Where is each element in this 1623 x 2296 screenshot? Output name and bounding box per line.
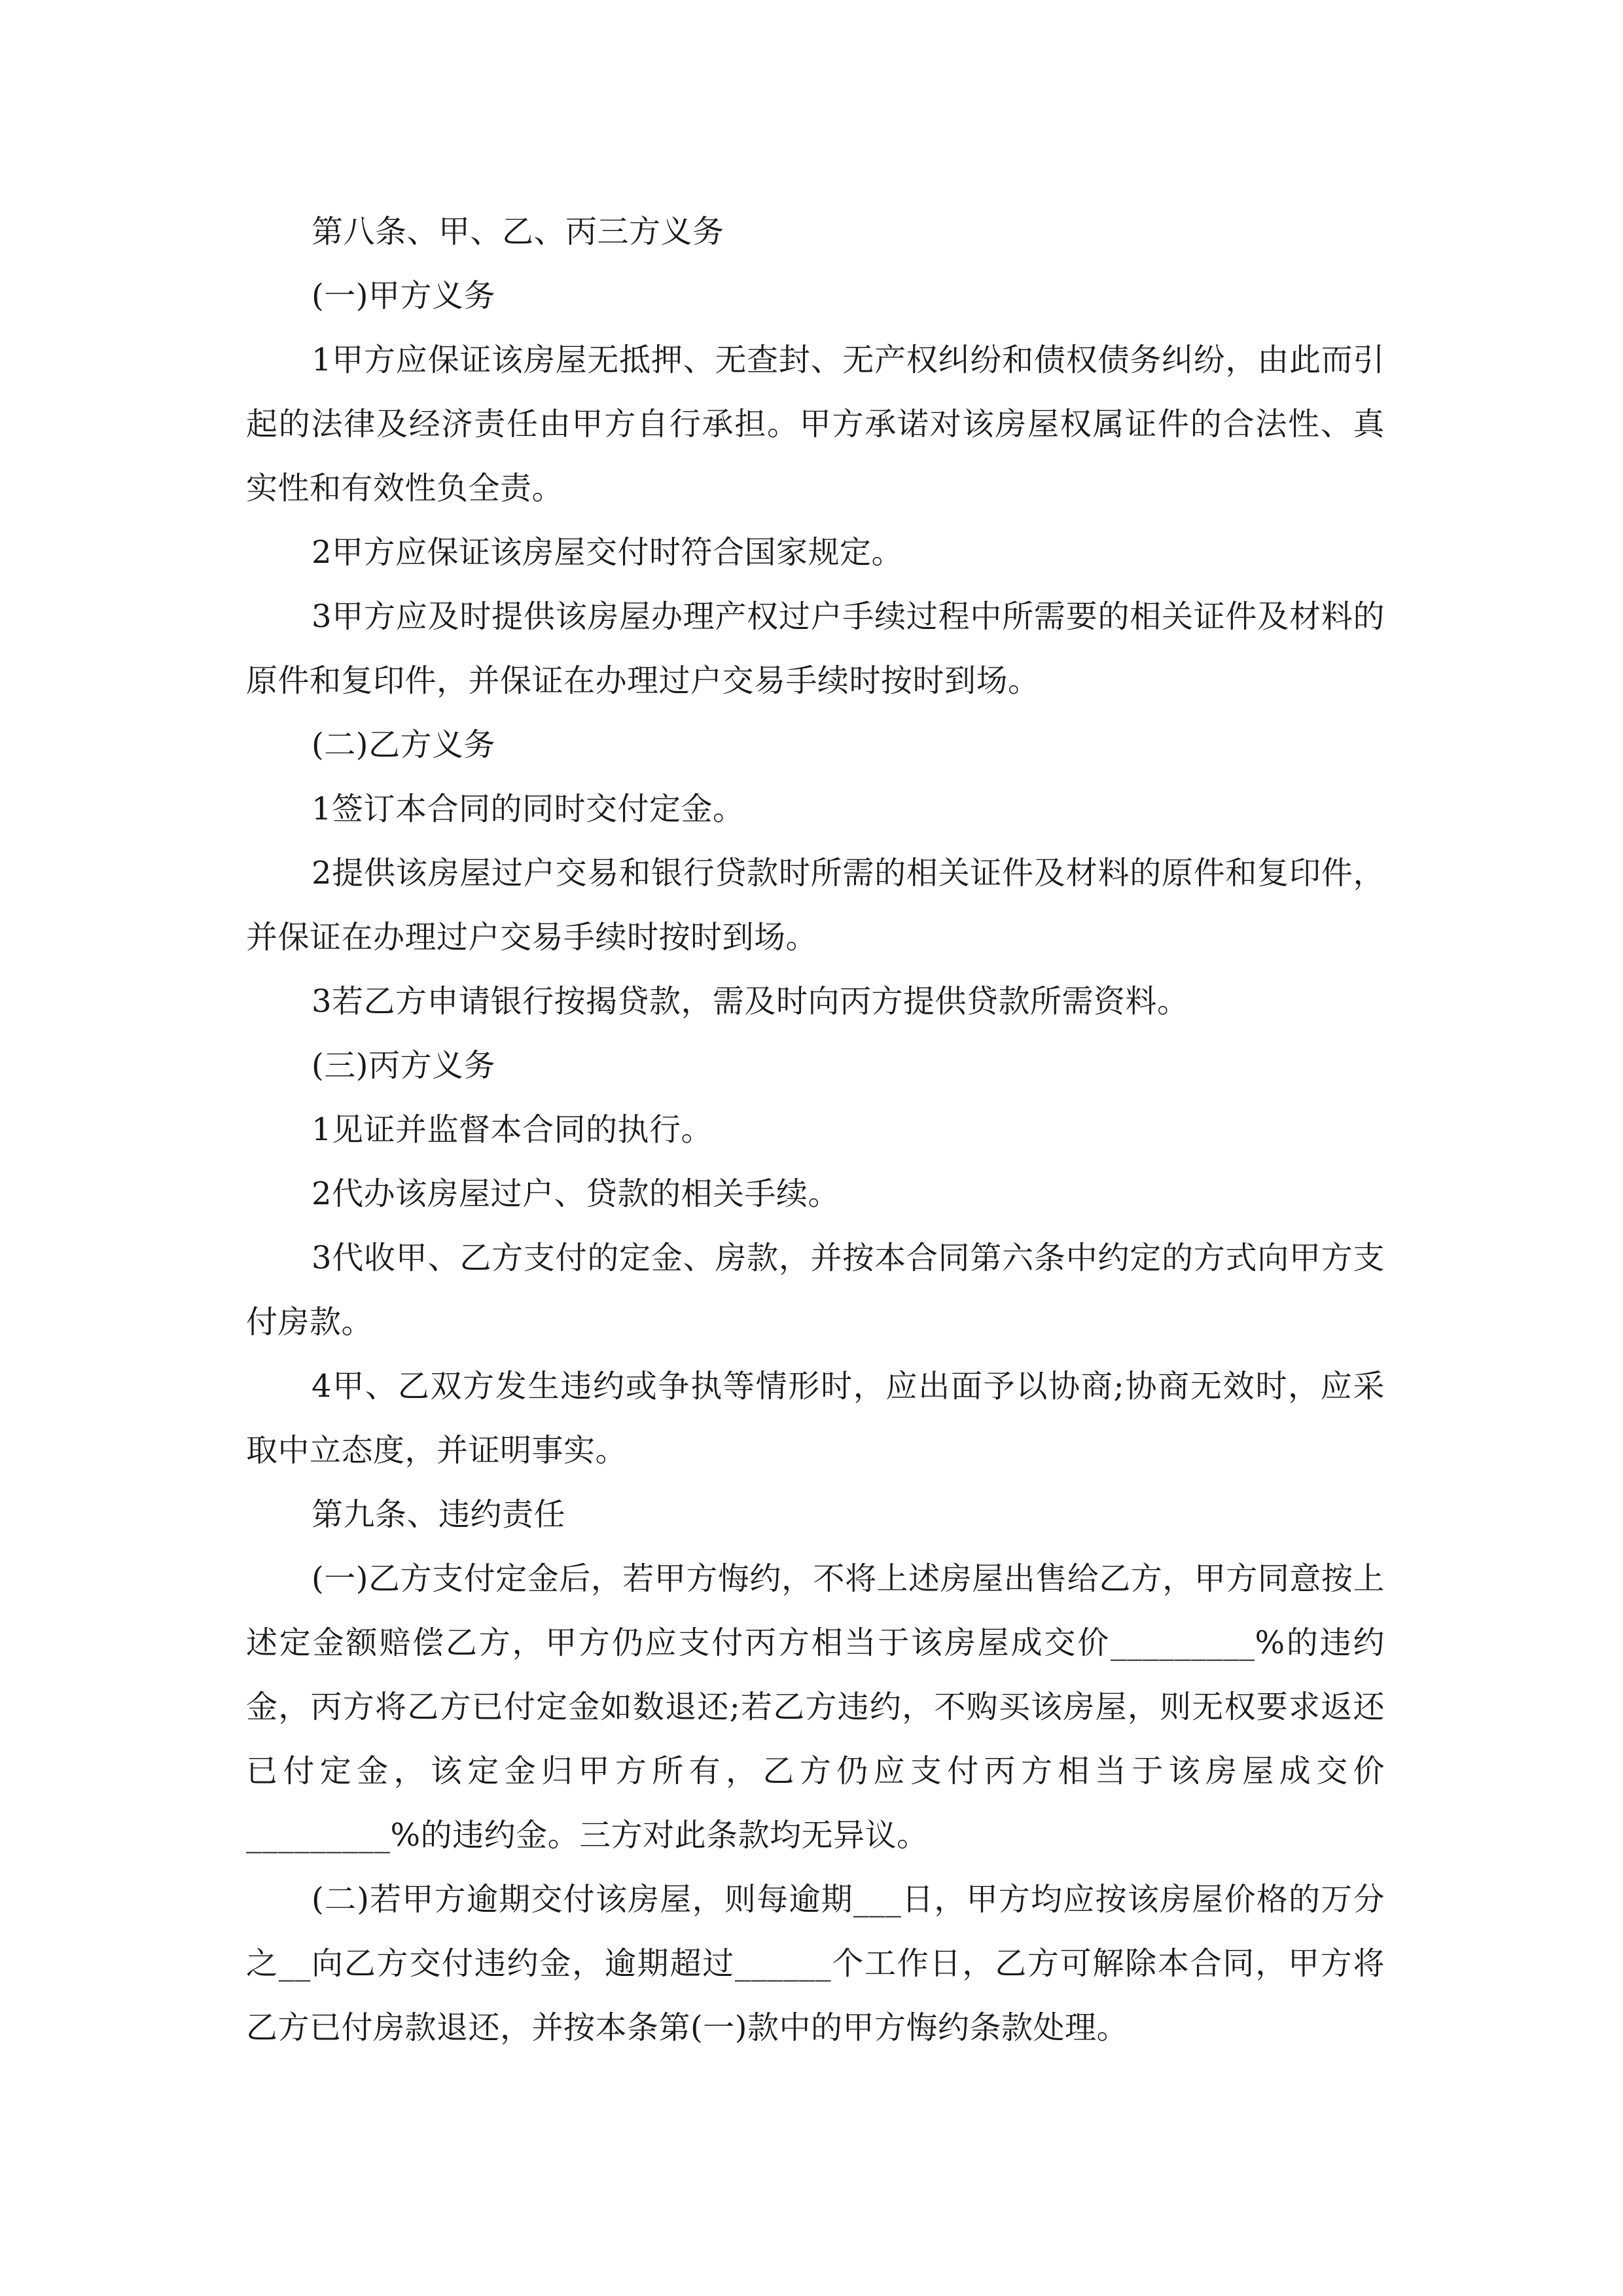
subsection-heading-party-a: (一)甲方义务: [312, 278, 495, 314]
paragraph: 1见证并监督本合同的执行。: [312, 1111, 713, 1148]
paragraph: 3代收甲、乙方支付的定金、房款，并按本合同第六条中约定的方式向甲方支付房款。: [246, 1240, 1385, 1340]
paragraph: 1甲方应保证该房屋无抵押、无查封、无产权纠纷和债权债务纠纷，由此而引起的法律及经济责任由甲方自行承担。甲方承诺对该房屋权属证件的合法性、真实性和有效性负全责。: [246, 342, 1385, 507]
subsection-heading-party-c: (三)丙方义务: [312, 1047, 495, 1084]
section-heading-article-9: 第九条、违约责任: [312, 1496, 566, 1533]
paragraph: 3若乙方申请银行按揭贷款，需及时向丙方提供贷款所需资料。: [312, 983, 1189, 1020]
document-body: [246, 200, 1385, 2060]
paragraph: (一)乙方支付定金后，若甲方悔约，不将上述房屋出售给乙方，甲方同意按上述定金额赔偿乙方，甲方仍应支付丙方相当于该房屋成交价_________%的违约金，丙方将乙方已付定金如数退还;若乙方违约，不购买该房屋，则无权要求返还已付定金，该定金归甲方所有，乙方仍应支付丙方相当于该房屋成交价_________%的违约金。三方对此条款均无异议。: [246, 1560, 1385, 1854]
paragraph: (二)若甲方逾期交付该房屋，则每逾期___日，甲方均应按该房屋价格的万分之__向乙方交付违约金，逾期超过______个工作日，乙方可解除本合同，甲方将乙方已付房款退还，并按本条第(一)款中的甲方悔约条款处理。: [246, 1881, 1385, 2046]
subsection-heading-party-b: (二)乙方义务: [312, 726, 495, 763]
paragraph: 2代办该房屋过户、贷款的相关手续。: [312, 1175, 840, 1212]
paragraph: 1签订本合同的同时交付定金。: [312, 791, 745, 827]
paragraph: 4甲、乙双方发生违约或争执等情形时，应出面予以协商;协商无效时，应采取中立态度，并证明事实。: [246, 1368, 1385, 1469]
paragraph: 2甲方应保证该房屋交付时符合国家规定。: [312, 534, 904, 571]
paragraph: 2提供该房屋过户交易和银行贷款时所需的相关证件及材料的原件和复印件，并保证在办理过户交易手续时按时到场。: [246, 855, 1385, 956]
section-heading-article-8: 第八条、甲、乙、丙三方义务: [312, 213, 724, 250]
paragraph: 3甲方应及时提供该房屋办理产权过户手续过程中所需要的相关证件及材料的原件和复印件，并保证在办理过户交易手续时按时到场。: [246, 598, 1385, 699]
